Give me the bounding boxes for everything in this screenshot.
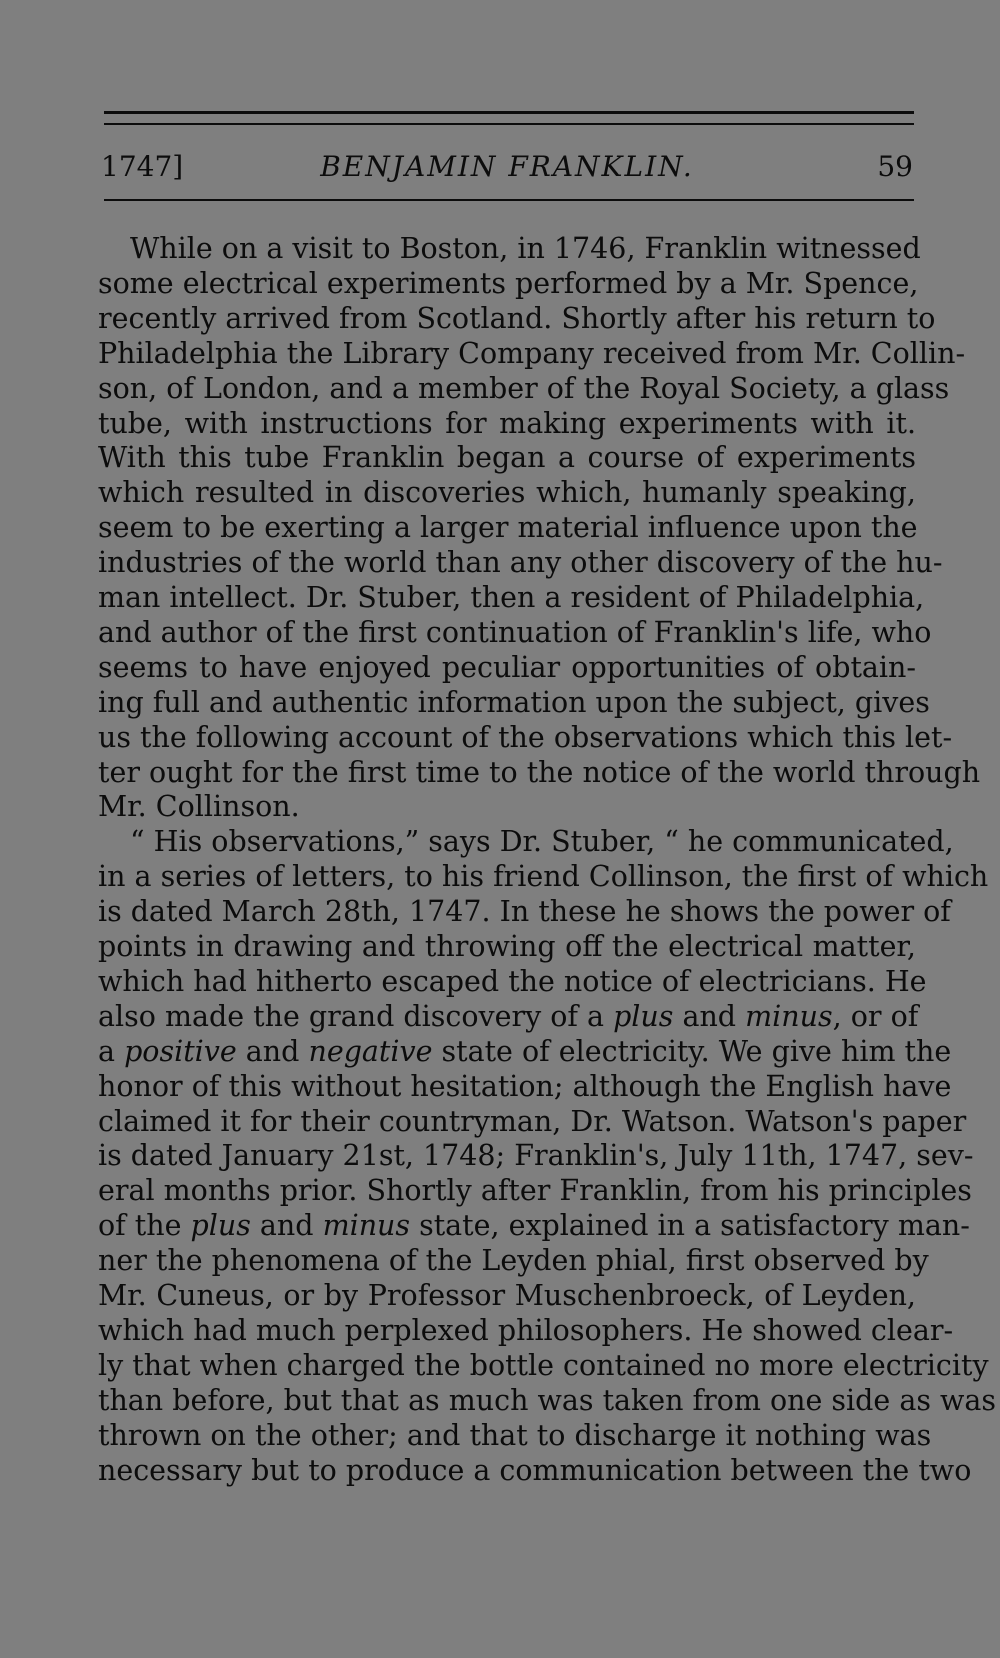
- text-line: son, of London, and a member of the Royal Society, a glass: [98, 371, 950, 405]
- text-line: ter ought for the first time to the notice of the world through: [98, 755, 981, 789]
- text-line: recently arrived from Scotland. Shortly after his return to: [98, 301, 936, 335]
- text-line: tube, with instructions for making experiments with it.: [98, 406, 916, 440]
- running-header: [101, 138, 913, 188]
- text-line: than before, but that as much was taken from one side as was: [98, 1383, 997, 1417]
- text-line: of the plus and minus state, explained in a satisfactory man-: [98, 1209, 970, 1243]
- text-line: which resulted in discoveries which, humanly speaking,: [98, 476, 916, 510]
- text-line: ner the phenomena of the Leyden phial, first observed by: [98, 1244, 929, 1278]
- text-line: points in drawing and throwing off the electrical matter,: [98, 930, 916, 963]
- text-line: seem to be exerting a larger material influence upon the: [98, 511, 918, 545]
- text-line: eral months prior. Shortly after Franklin, from his principles: [98, 1174, 972, 1208]
- text-line: thrown on the other; and that to discharge it nothing was: [98, 1418, 932, 1452]
- header-title: BENJAMIN FRANKLIN.: [320, 150, 694, 183]
- text-line: which had hitherto escaped the notice of electricians. He: [98, 964, 927, 998]
- text-line: is dated January 21st, 1748; Franklin's, July 11th, 1747, sev-: [98, 1139, 974, 1173]
- text-line: a positive and negative state of electricity. We give him the: [98, 1034, 952, 1068]
- top-rule-outer: [104, 111, 914, 114]
- text-line: Mr. Cuneus, or by Professor Muschenbroeck, of Leyden,: [98, 1279, 916, 1312]
- header-rule: [104, 199, 914, 201]
- text-line: necessary but to produce a communication between the two: [98, 1453, 972, 1487]
- text-line: Mr. Collinson.: [98, 790, 300, 824]
- text-line: seems to have enjoyed peculiar opportunities of obtain-: [98, 650, 916, 684]
- text-line: also made the grand discovery of a plus and minus, or of: [98, 999, 919, 1033]
- text-line: industries of the world than any other discovery of the hu-: [98, 546, 943, 580]
- text-line: which had much perplexed philosophers. He showed clear-: [98, 1313, 954, 1347]
- text-line: us the following account of the observations which this let-: [98, 720, 953, 754]
- top-rule-inner: [104, 123, 914, 125]
- text-line: man intellect. Dr. Stuber, then a resident of Philadelphia,: [98, 581, 925, 614]
- text-line: some electrical experiments performed by a Mr. Spence,: [98, 266, 919, 300]
- page-number: 59: [877, 150, 913, 183]
- text-line: “ His observations,” says Dr. Stuber, “ he communicated,: [130, 825, 954, 859]
- text-line: ly that when charged the bottle contained no more electricity: [98, 1348, 989, 1382]
- text-line: honor of this without hesitation; although the English have: [98, 1069, 952, 1103]
- text-line: Philadelphia the Library Company received from Mr. Collin-: [98, 336, 966, 370]
- text-line: ing full and authentic information upon the subject, gives: [98, 685, 930, 719]
- header-year: 1747]: [101, 150, 184, 183]
- text-line: While on a visit to Boston, in 1746, Franklin witnessed: [130, 232, 921, 265]
- text-line: and author of the first continuation of Franklin's life, who: [98, 615, 932, 649]
- text-line: claimed it for their countryman, Dr. Watson. Watson's paper: [98, 1104, 967, 1138]
- text-line: With this tube Franklin began a course of experiments: [98, 441, 916, 475]
- text-line: in a series of letters, to his friend Collinson, the first of which: [98, 860, 989, 894]
- text-line: is dated March 28th, 1747. In these he shows the power of: [98, 895, 951, 929]
